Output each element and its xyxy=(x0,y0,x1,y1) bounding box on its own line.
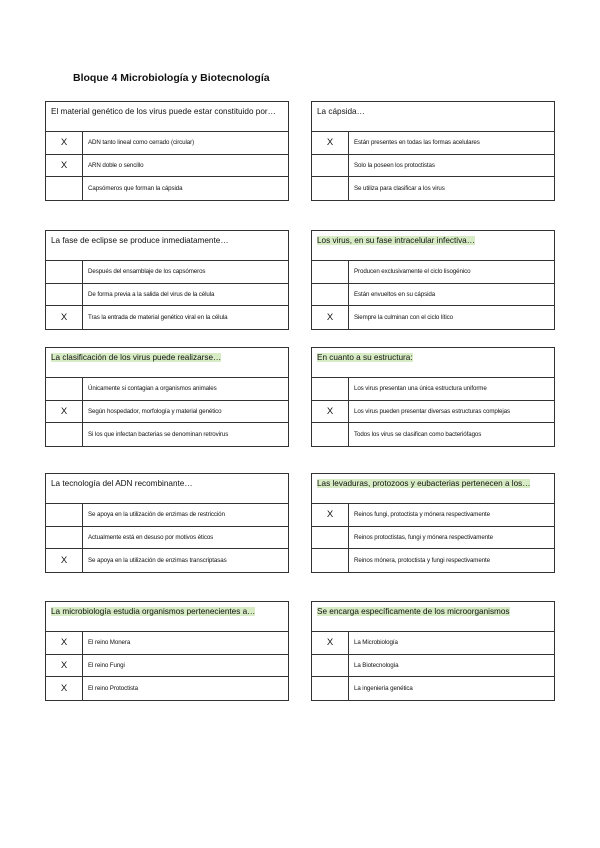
question-text: La fase de eclipse se produce inmediatamente… xyxy=(51,236,229,245)
option-row xyxy=(46,655,288,678)
option-row xyxy=(312,401,554,424)
option-row xyxy=(46,632,288,655)
option-text: Están presentes en todas las formas acelulares xyxy=(354,139,480,147)
option-row xyxy=(312,677,554,700)
option-row xyxy=(46,132,288,155)
answer-mark-cell[interactable] xyxy=(46,378,83,400)
option-row xyxy=(46,284,288,307)
option-row xyxy=(46,423,288,446)
question-header xyxy=(46,231,288,261)
option-row xyxy=(312,423,554,446)
answer-mark-cell[interactable]: X xyxy=(312,504,349,526)
option-row xyxy=(46,527,288,550)
page-title: Bloque 4 Microbiología y Biotecnología xyxy=(73,72,270,84)
option-text: Todos los virus se clasifican como bacteriófagos xyxy=(354,430,482,438)
answer-mark-cell[interactable] xyxy=(312,155,349,177)
answer-mark-cell[interactable]: X xyxy=(46,155,83,177)
option-text: Se apoya en la utilización de enzimas de restricción xyxy=(88,511,225,519)
option-text: Tras la entrada de material genético viral en la célula xyxy=(88,313,228,321)
option-row xyxy=(46,306,288,329)
option-text: Los virus presentan una única estructura uniforme xyxy=(354,385,487,393)
question-card xyxy=(45,230,289,330)
option-row xyxy=(312,306,554,329)
option-row xyxy=(312,155,554,178)
answer-mark-cell[interactable] xyxy=(46,261,83,283)
option-row xyxy=(312,549,554,572)
option-row xyxy=(46,549,288,572)
option-row xyxy=(312,504,554,527)
option-text: Reinos mónera, protoctista y fungi respectivamente xyxy=(354,556,491,564)
answer-mark-cell[interactable]: X xyxy=(46,655,83,677)
option-row xyxy=(312,261,554,284)
answer-mark-cell[interactable] xyxy=(46,423,83,446)
question-card xyxy=(45,601,289,701)
option-text: Se utiliza para clasificar a los virus xyxy=(354,184,445,192)
answer-mark-cell[interactable]: X xyxy=(46,549,83,572)
option-text: Después del ensamblaje de los capsómeros xyxy=(88,268,206,276)
question-text: El material genético de los virus puede estar constituido por… xyxy=(51,107,276,116)
option-row xyxy=(46,401,288,424)
question-text: La clasificación de los virus puede realizarse… xyxy=(51,353,222,362)
option-row xyxy=(46,378,288,401)
question-text: La cápsida… xyxy=(317,107,365,116)
option-text: El reino Fungi xyxy=(88,661,125,669)
option-text: Siempre la culminan con el ciclo lítico xyxy=(354,313,453,321)
question-header xyxy=(312,348,554,378)
answer-mark-cell[interactable] xyxy=(312,378,349,400)
answer-mark-cell[interactable] xyxy=(46,284,83,306)
question-header xyxy=(46,474,288,504)
question-card xyxy=(311,101,555,201)
answer-mark-cell[interactable]: X xyxy=(46,132,83,154)
option-text: Únicamente si contagian a organismos animales xyxy=(88,385,217,393)
option-row xyxy=(312,378,554,401)
option-text: Reinos fungi, protoctista y mónera respectivamente xyxy=(354,511,491,519)
option-text: ADN tanto lineal como cerrado (circular) xyxy=(88,139,195,147)
answer-mark-cell[interactable]: X xyxy=(46,677,83,700)
answer-mark-cell[interactable]: X xyxy=(312,632,349,654)
question-header xyxy=(312,102,554,132)
option-row xyxy=(46,677,288,700)
answer-mark-cell[interactable]: X xyxy=(46,632,83,654)
option-row xyxy=(312,655,554,678)
question-header xyxy=(312,474,554,504)
option-text: Están envueltos en su cápsida xyxy=(354,290,436,298)
question-header xyxy=(46,602,288,632)
answer-mark-cell[interactable] xyxy=(312,284,349,306)
option-row xyxy=(46,261,288,284)
option-row xyxy=(46,177,288,200)
question-card xyxy=(45,101,289,201)
answer-mark-cell[interactable] xyxy=(312,527,349,549)
option-text: Se apoya en la utilización de enzimas transcriptasas xyxy=(88,556,227,564)
option-row xyxy=(312,177,554,200)
option-text: Capsómeros que forman la cápsida xyxy=(88,184,183,192)
question-card xyxy=(311,473,555,573)
option-row xyxy=(46,504,288,527)
option-row xyxy=(312,632,554,655)
option-text: La ingeniería genética xyxy=(354,684,413,692)
question-card xyxy=(311,601,555,701)
option-text: La Biotecnología xyxy=(354,661,399,669)
option-text: De forma previa a la salida del virus de la célula xyxy=(88,290,215,298)
answer-mark-cell[interactable]: X xyxy=(312,401,349,423)
option-text: Producen exclusivamente el ciclo lisogénico xyxy=(354,268,471,276)
option-text: Según hospedador, morfología y material genético xyxy=(88,407,222,415)
question-text: En cuanto a su estructura: xyxy=(317,353,413,362)
question-text: Los virus, en su fase intracelular infectiva… xyxy=(317,236,475,245)
answer-mark-cell[interactable]: X xyxy=(46,401,83,423)
answer-mark-cell[interactable]: X xyxy=(46,306,83,329)
option-text: Reinos protoctistas, fungi y mónera respectivamente xyxy=(354,533,494,541)
question-header xyxy=(46,102,288,132)
question-card xyxy=(311,347,555,447)
answer-mark-cell[interactable] xyxy=(312,655,349,677)
answer-mark-cell[interactable] xyxy=(312,177,349,200)
option-text: El reino Monera xyxy=(88,639,131,647)
question-card xyxy=(45,347,289,447)
answer-mark-cell[interactable] xyxy=(312,261,349,283)
answer-mark-cell[interactable] xyxy=(312,423,349,446)
answer-mark-cell[interactable] xyxy=(46,177,83,200)
option-text: Actualmente está en desuso por motivos éticos xyxy=(88,533,214,541)
answer-mark-cell[interactable] xyxy=(46,527,83,549)
option-row xyxy=(312,132,554,155)
option-row xyxy=(46,155,288,178)
question-text: La microbiología estudia organismos pertenecientes a… xyxy=(51,607,256,616)
option-text: Si los que infectan bacterias se denominan retrovirus xyxy=(88,430,229,438)
option-row xyxy=(312,284,554,307)
question-text: Las levaduras, protozoos y eubacterias pertenecen a los… xyxy=(317,479,531,488)
answer-mark-cell[interactable] xyxy=(46,504,83,526)
question-text: Se encarga específicamente de los microorganismos xyxy=(317,607,510,616)
question-card xyxy=(311,230,555,330)
answer-mark-cell[interactable]: X xyxy=(312,132,349,154)
answer-mark-cell[interactable] xyxy=(312,677,349,700)
option-text: Los virus pueden presentar diversas estructuras complejas xyxy=(354,407,510,415)
answer-mark-cell[interactable]: X xyxy=(312,306,349,329)
question-header xyxy=(312,602,554,632)
option-text: Solo la poseen los protoctistas xyxy=(354,161,435,169)
option-text: La Microbiología xyxy=(354,639,398,647)
question-header xyxy=(46,348,288,378)
question-header xyxy=(312,231,554,261)
question-card xyxy=(45,473,289,573)
option-text: El reino Protoctista xyxy=(88,684,138,692)
option-row xyxy=(312,527,554,550)
answer-mark-cell[interactable] xyxy=(312,549,349,572)
question-text: La tecnología del ADN recombinante… xyxy=(51,479,193,488)
option-text: ARN doble o sencillo xyxy=(88,161,144,169)
